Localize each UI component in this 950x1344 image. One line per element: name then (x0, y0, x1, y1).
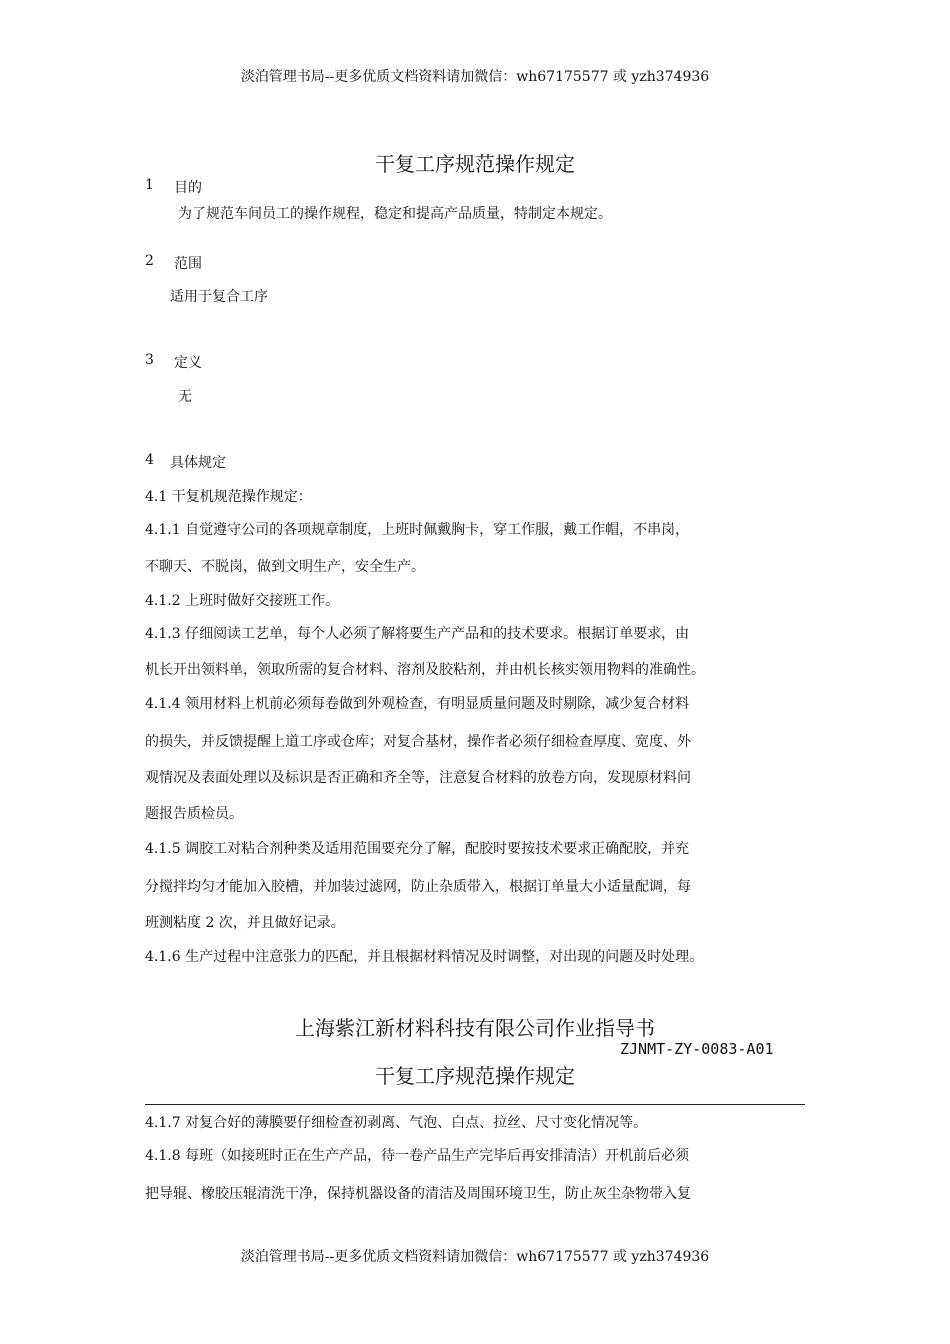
section-number: 1 (145, 177, 154, 193)
section-number: 3 (145, 352, 154, 368)
rule-line: 分搅拌均匀才能加入胶槽，并加装过滤网，防止杂质带入，根据订单量大小适量配调，每 (145, 879, 691, 895)
rule-line: 把导辊、橡胶压辊清洗干净，保持机器设备的清洁及周围环境卫生，防止灰尘杂物带入复 (145, 1186, 691, 1202)
section-number: 2 (145, 253, 154, 269)
section-title: 定义 (174, 355, 202, 371)
document-code: ZJNMT-ZY-0083-A01 (620, 1040, 774, 1058)
section-number: 4 (145, 452, 154, 468)
section-title: 具体规定 (170, 455, 226, 471)
section-body: 为了规范车间员工的操作规程，稳定和提高产品质量，特制定本规定。 (178, 206, 612, 222)
footer-note: 淡泊管理书局--更多优质文档资料请加微信：wh67175577 或 yzh374936 (240, 1249, 710, 1265)
rule-line: 不聊天、不脱岗，做到文明生产，安全生产。 (145, 559, 425, 575)
section-title: 目的 (174, 180, 202, 196)
rule-line: 观情况及表面处理以及标识是否正确和齐全等，注意复合材料的放卷方向，发现原材料问 (145, 770, 691, 786)
rule-line: 4.1.2 上班时做好交接班工作。 (145, 593, 340, 609)
rule-line: 的损失，并反馈提醒上道工序或仓库；对复合基材，操作者必须仔细检查厚度、宽度、外 (145, 734, 691, 750)
rule-line: 机长开出领料单，领取所需的复合材料、溶剂及胶粘剂，并由机长核实领用物料的准确性。 (145, 662, 705, 678)
rule-line: 4.1 干复机规范操作规定： (145, 489, 312, 505)
page2-title: 干复工序规范操作规定 (375, 1064, 575, 1088)
header-note: 淡泊管理书局--更多优质文档资料请加微信：wh67175577 或 yzh374936 (240, 69, 710, 85)
section-body: 无 (178, 389, 192, 405)
rule-line: 题报告质检员。 (145, 806, 243, 822)
rule-line: 4.1.5 调胶工对粘合剂种类及适用范围要充分了解，配胶时要按技术要求正确配胶，并充 (145, 841, 690, 857)
section-body: 适用于复合工序 (170, 289, 268, 305)
rule-line: 4.1.6 生产过程中注意张力的匹配，并且根据材料情况及时调整，对出现的问题及时处理。 (145, 949, 704, 965)
rule-line: 4.1.7 对复合好的薄膜要仔细检查初剥离、气泡、白点、拉丝、尺寸变化情况等。 (145, 1115, 648, 1131)
document-title: 干复工序规范操作规定 (375, 152, 575, 176)
rule-line: 4.1.4 领用材料上机前必须每卷做到外观检查，有明显质量问题及时剔除，减少复合材料 (145, 696, 690, 712)
rule-line: 4.1.3 仔细阅读工艺单，每个人必须了解将要生产产品和的技术要求。根据订单要求，由 (145, 626, 690, 642)
rule-line: 4.1.1 自觉遵守公司的各项规章制度，上班时佩戴胸卡，穿工作服，戴工作帽，不串岗， (145, 522, 690, 538)
rule-line: 4.1.8 每班（如接班时正在生产产品，待一卷产品生产完毕后再安排清洁）开机前后必须 (145, 1148, 690, 1164)
rule-line: 班测粘度 2 次，并且做好记录。 (145, 915, 345, 931)
section-title: 范围 (174, 256, 202, 272)
company-header: 上海紫江新材料科技有限公司作业指导书 (295, 1016, 655, 1040)
header-divider (145, 1104, 805, 1105)
